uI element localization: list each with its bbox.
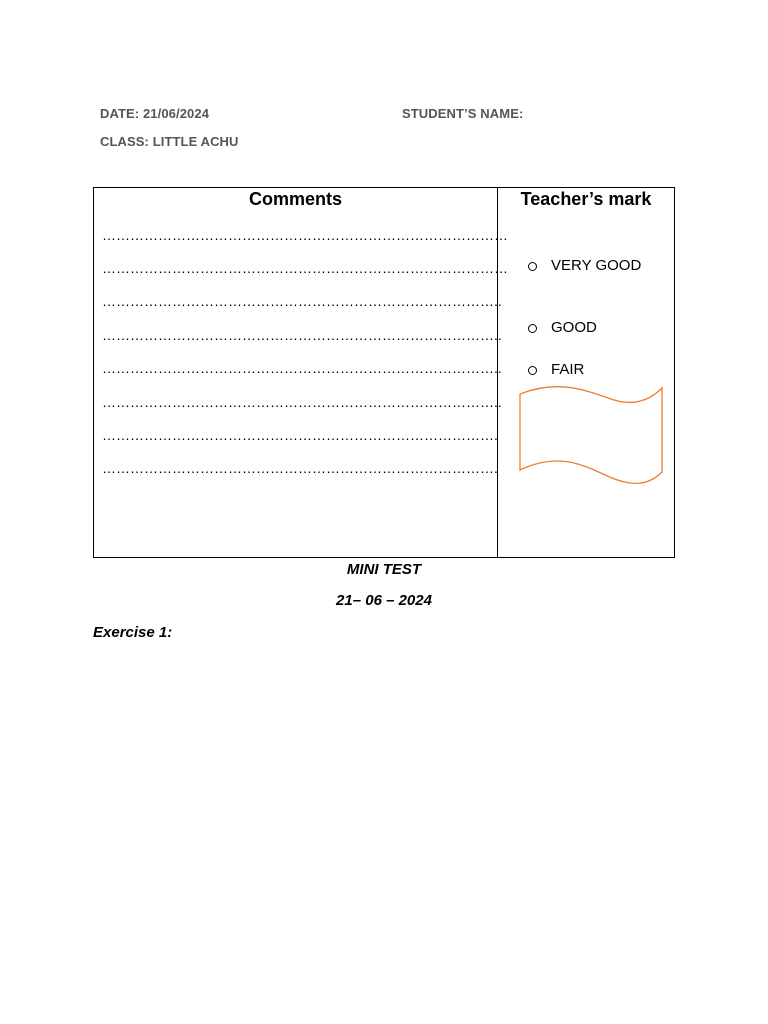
mark-option-fair[interactable] — [528, 361, 584, 378]
test-title: MINI TEST — [346, 561, 422, 578]
teacher-mark-heading: Teacher’s mark — [520, 189, 652, 209]
comment-line[interactable]: …………………………………………………………………………… — [102, 227, 508, 243]
date-label: DATE: 21/06/2024 — [100, 106, 210, 121]
comments-heading: Comments — [248, 189, 342, 209]
mark-option-very-good[interactable] — [528, 257, 641, 274]
comment-line[interactable]: …………………………………………………………………………. — [102, 460, 498, 476]
assessment-table — [93, 187, 675, 558]
radio-circle-icon — [528, 262, 537, 271]
mark-option-label: GOOD — [551, 319, 597, 336]
comment-line[interactable]: ………………………………………………………………………….. — [102, 394, 502, 410]
student-name-label: STUDENT’S NAME: — [402, 106, 524, 121]
mark-option-label: VERY GOOD — [551, 257, 642, 274]
test-date: 21– 06 – 2024 — [336, 592, 432, 609]
comment-line[interactable]: …………………………………………………………………………. — [102, 427, 498, 443]
comment-line[interactable]: ………………………………………………………………………….. — [102, 293, 502, 309]
comment-line[interactable]: ………………………………………………………………………….. — [102, 360, 502, 376]
radio-circle-icon — [528, 366, 537, 375]
radio-circle-icon — [528, 324, 537, 333]
mark-option-good[interactable] — [528, 319, 597, 336]
comment-line[interactable]: ………………………………………………………………………….. — [102, 327, 502, 343]
class-label: CLASS: LITTLE ACHU — [100, 134, 239, 149]
comment-line[interactable]: …………………………………………………………………………… — [102, 260, 508, 276]
wave-flag-icon — [518, 386, 664, 488]
exercise-label: Exercise 1: — [93, 624, 173, 641]
mark-option-label: FAIR — [551, 361, 585, 378]
